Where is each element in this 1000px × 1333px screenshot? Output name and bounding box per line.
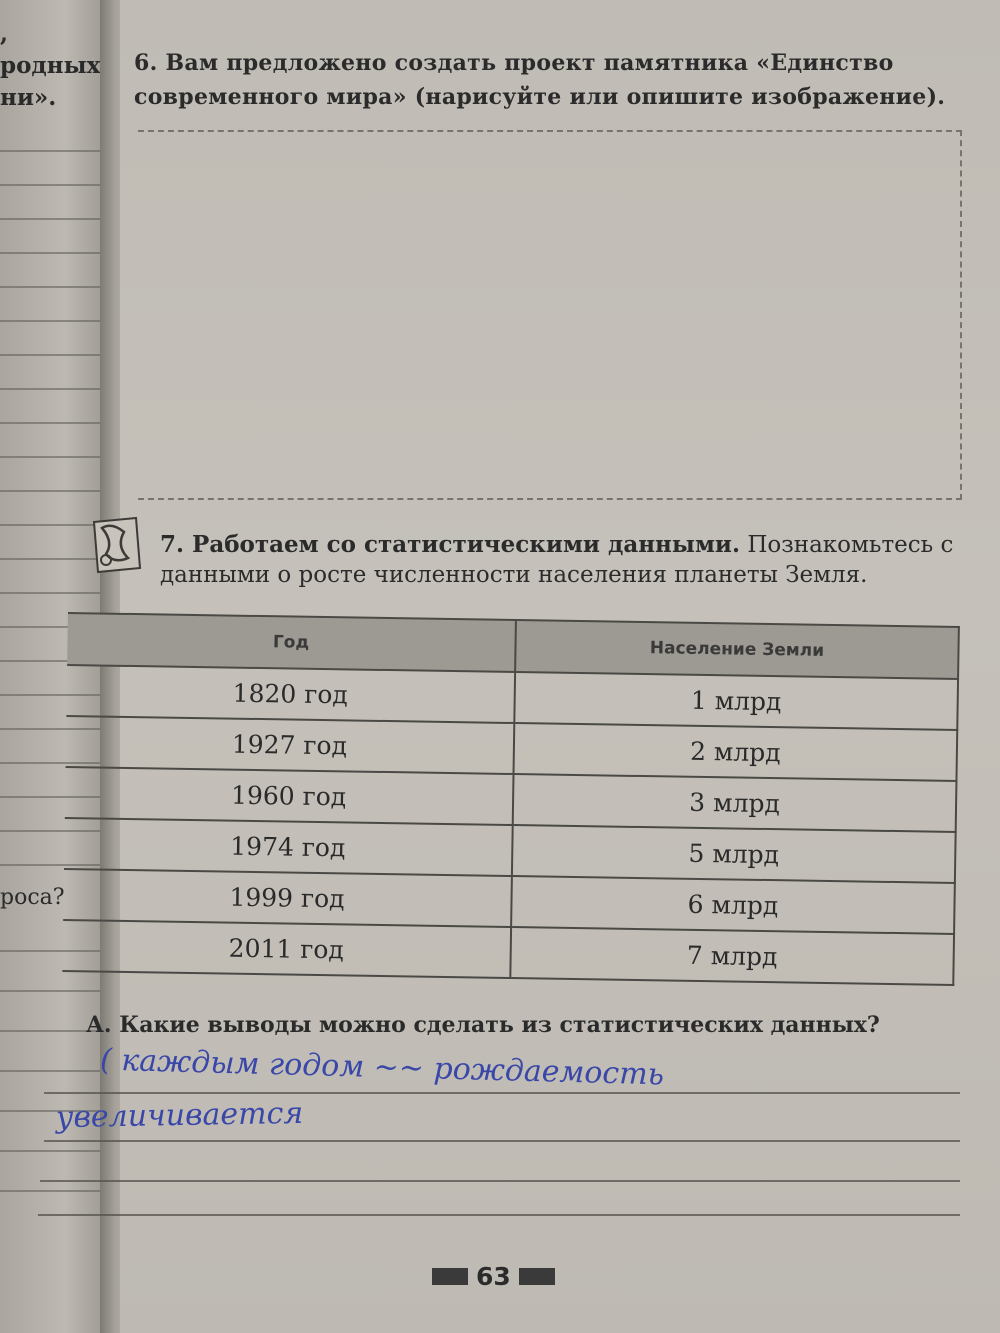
year-cell: 1960 год [65, 767, 514, 825]
handwritten-answer-line1: ( каждым годом ~~ рождаемость [99, 1042, 665, 1093]
left-page-text-line2: ни». [0, 84, 57, 111]
left-page-rule [0, 150, 112, 152]
question-a: А. Какие выводы можно сделать из статистических данных? [86, 1012, 880, 1038]
year-cell: 1927 год [66, 716, 515, 774]
left-page-question-fragment: роса? [0, 885, 65, 910]
left-page-rule [0, 320, 112, 322]
footer-bar-left [432, 1268, 468, 1285]
population-cell: 5 млрд [512, 825, 956, 883]
page-number: 63 [476, 1262, 511, 1291]
answer-line[interactable] [44, 1140, 960, 1142]
task7-description: Познакомьтесь с данными о росте численности населения планеты Земля. [160, 532, 954, 588]
task7-text [160, 530, 960, 590]
page-footer [432, 1262, 555, 1291]
year-cell: 2011 год [62, 920, 511, 978]
answer-line[interactable] [38, 1214, 960, 1216]
left-page-rule [0, 252, 112, 254]
left-page-rule [0, 354, 112, 356]
footer-bar-right [519, 1268, 555, 1285]
population-cell: 7 млрд [510, 927, 954, 985]
left-page-rule [0, 1190, 112, 1192]
left-page-rule [0, 1150, 112, 1152]
left-page-rule [0, 990, 112, 992]
left-page-rule [0, 592, 112, 594]
column-header-population: Население Земли [515, 620, 959, 679]
left-page-rule [0, 286, 112, 288]
left-page-rule [0, 184, 112, 186]
left-page-rule [0, 456, 112, 458]
answer-line[interactable] [44, 1092, 960, 1094]
handwritten-answer-line2: увеличивается [55, 1095, 304, 1136]
left-page-rule [0, 218, 112, 220]
left-page-text [0, 18, 108, 114]
left-page-rule [0, 388, 112, 390]
year-cell: 1820 год [66, 665, 515, 723]
year-cell: 1999 год [63, 869, 512, 927]
drawing-area[interactable] [138, 130, 962, 500]
year-cell: 1974 год [64, 818, 513, 876]
left-page-rule [0, 422, 112, 424]
population-cell: 6 млрд [511, 876, 955, 934]
scroll-icon [88, 514, 146, 576]
population-cell: 3 млрд [513, 774, 957, 832]
population-cell: 2 млрд [514, 723, 958, 781]
column-header-year: Год [67, 613, 516, 672]
task6-text: 6. Вам предложено создать проект памятника «Единство современного мира» (нарисуйте или опишите изображение). [134, 50, 946, 110]
left-page-rule [0, 490, 112, 492]
left-page-rule [0, 1070, 112, 1072]
left-page-text-line1: , родных [0, 20, 101, 79]
task7-title: 7. Работаем со статистическими данными. [160, 531, 740, 558]
population-cell: 1 млрд [514, 672, 958, 730]
population-table [62, 612, 960, 986]
answer-line[interactable] [40, 1180, 960, 1182]
